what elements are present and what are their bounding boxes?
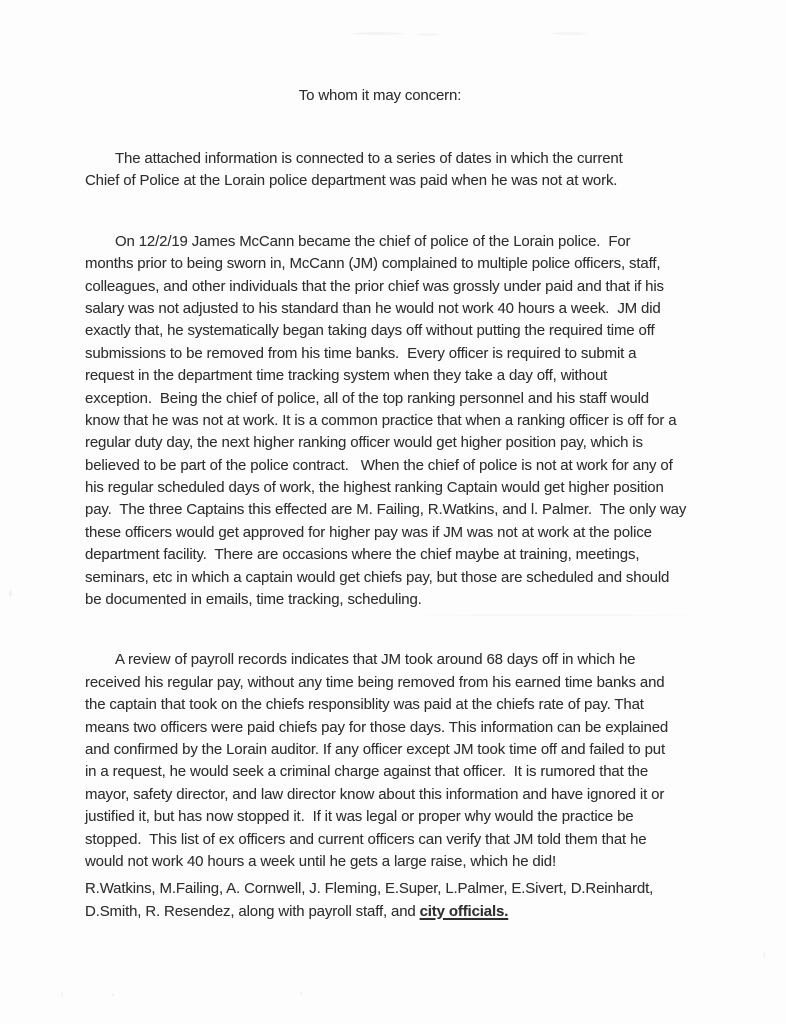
text-line: mayor, safety director, and law director know about this information and have ignored it or [85, 785, 665, 803]
scan-artifact [552, 32, 588, 35]
paragraph [85, 148, 786, 193]
paragraph [85, 231, 786, 612]
text-line: The attached information is connected to a series of dates in which the current [115, 150, 623, 167]
signatory-paragraph [85, 878, 786, 923]
text-line: justified it, but has now stopped it. If it was legal or proper why would the practice be [85, 808, 634, 826]
text-line: know that he was not at work. It is a common practice that when a ranking officer is off for a [85, 411, 677, 429]
scan-artifact [112, 993, 114, 997]
text-line: means two officers were paid chiefs pay for those days. This information can be explained [85, 718, 669, 736]
text-line: department facility. There are occasions where the chief maybe at training, meetings, [85, 546, 640, 564]
paragraph [85, 649, 786, 873]
text-line: colleagues, and other individuals that the prior chief was grossly under paid and that if his [85, 277, 664, 295]
scan-artifact [300, 992, 303, 995]
scan-artifact [9, 590, 12, 597]
text-line: months prior to being sworn in, McCann (JM) complained to multiple police officers, staff, [85, 255, 661, 273]
salutation: To whom it may concern: [298, 87, 462, 104]
text-line: salary was not adjusted to his standard than he would not work 40 hours a week. JM did [85, 299, 661, 317]
text-line: pay. The three Captains this effected are M. Failing, R.Watkins, and l. Palmer. The only way [85, 501, 687, 519]
scan-artifact [418, 33, 438, 36]
text-line: seminars, etc in which a captain would get chiefs pay, but those are scheduled and should [85, 568, 670, 586]
text-line: and confirmed by the Lorain auditor. If any officer except JM took time off and failed to put [85, 740, 666, 758]
text-line: in a request, he would seek a criminal charge against that officer. It is rumored that the [85, 763, 649, 781]
text-line: received his regular pay, without any time being removed from his earned time banks and [85, 673, 665, 691]
text-line: would not work 40 hours a week until he gets a large raise, which he did! [85, 852, 556, 870]
text-line: exception. Being the chief of police, all of the top ranking personnel and his staff would [85, 389, 649, 407]
text-line: stopped. This list of ex officers and current officers can verify that JM told them that he [85, 830, 647, 848]
text-line: submissions to be removed from his time banks. Every officer is required to submit a [85, 344, 637, 362]
text-line: exactly that, he systematically began taking days off without putting the required time off [85, 322, 655, 340]
city-officials-emphasis: city officials. [419, 902, 509, 920]
letter-body [85, 148, 786, 873]
scan-artifact [352, 32, 404, 35]
scan-artifact [61, 992, 63, 997]
text-line: On 12/2/19 James McCann became the chief of police of the Lorain police. For [115, 232, 631, 250]
signatory-line-1: R.Watkins, M.Failing, A. Cornwell, J. Fleming, E.Super, L.Palmer, E.Sivert, D.Reinhardt, [85, 880, 654, 898]
text-line: believed to be part of the police contract. When the chief of police is not at work for any of [85, 456, 673, 474]
text-line: Chief of Police at the Lorain police department was paid when he was not at work. [85, 172, 618, 190]
text-line: request in the department time tracking system when they take a day off, without [85, 367, 608, 385]
text-line: these officers would get approved for higher pay was if JM was not at work at the police [85, 523, 652, 541]
signatory-line-2 [85, 901, 786, 923]
scan-artifact [763, 952, 766, 958]
text-line: his regular scheduled days of work, the highest ranking Captain would get higher position [85, 479, 664, 497]
text-line: the captain that took on the chiefs responsiblity was paid at the chiefs rate of pay. That [85, 696, 644, 714]
text-line: A review of payroll records indicates that JM took around 68 days off in which he [115, 651, 636, 669]
signatory-line-2-text: D.Smith, R. Resendez, along with payroll staff, and [85, 902, 420, 920]
text-line: regular duty day, the next higher ranking officer would get higher position pay, which is [85, 434, 643, 452]
text-line: be documented in emails, time tracking, scheduling. [85, 591, 422, 609]
